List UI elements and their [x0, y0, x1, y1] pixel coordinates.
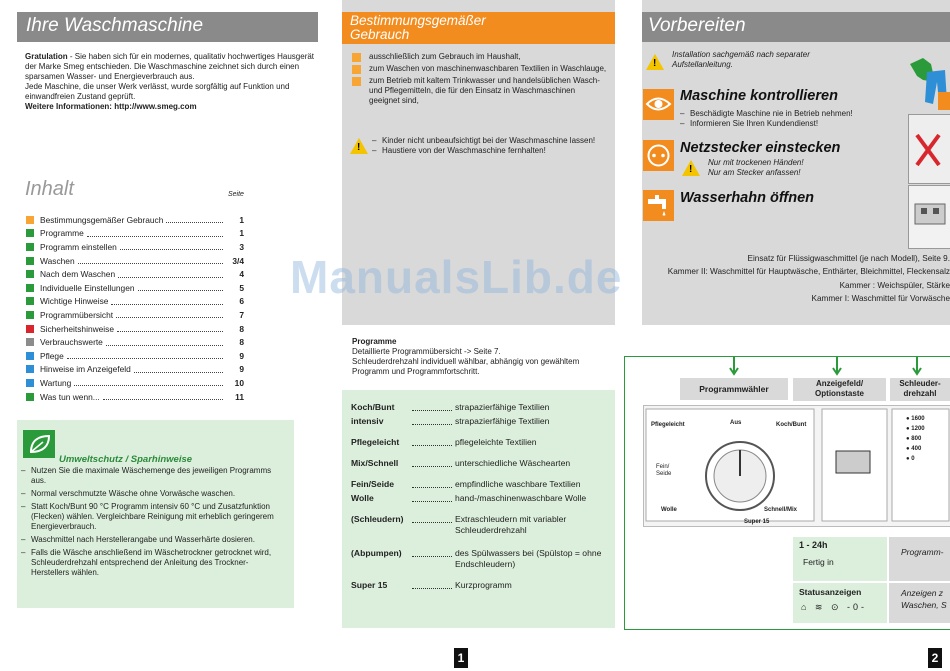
toc-item[interactable] [26, 390, 244, 404]
program-row [351, 402, 611, 413]
dial-fein: Fein/ Seide [656, 464, 672, 477]
toc-color-square [26, 229, 34, 237]
toc-dots [166, 216, 223, 223]
dial-super: Super 15 [744, 519, 770, 525]
toc-dots [118, 271, 223, 278]
program-name: Super 15 [351, 580, 388, 590]
intro-text: - Sie haben sich für ein modernes, qualitativ hochwertiges Hausgerät der Marke Smeg entschieden. Die Waschmaschine zeichnet sich durch einen sparsamen Wasser- und Energieverbrauch aus. [25, 52, 315, 81]
eco-item: – Nutzen Sie die maximale Wäschemenge des jeweiligen Programms aus. [21, 466, 283, 486]
program-desc: Kurzprogramm [455, 580, 512, 590]
toc-page: 9 [239, 350, 244, 361]
toc-page: 8 [239, 337, 244, 348]
inspect-icon [643, 89, 674, 120]
table-of-contents [26, 213, 244, 403]
toc-label: Nach dem Waschen [40, 269, 116, 280]
toc-dots [78, 257, 223, 264]
toc-item[interactable] [26, 240, 244, 254]
programs-sub2: Schleuderdrehzahl individuell wählbar, abhängig von gewähltem Programm und Programmfortschritt. [352, 357, 580, 376]
usage-bullet [352, 64, 607, 74]
program-name: Fein/Seide [351, 479, 394, 489]
toc-label: Programmübersicht [40, 309, 114, 320]
bullet-square [352, 65, 361, 74]
dial-wolle: Wolle [661, 507, 677, 513]
programs-sub1: Detaillierte Programmübersicht -> Seite 7. [352, 347, 501, 356]
step2-item: Nur mit trockenen Händen! [708, 158, 804, 167]
program-desc: unterschiedliche Wäschearten [455, 458, 571, 468]
step1-item: – Beschädigte Maschine nie in Betrieb nehmen! [680, 109, 853, 118]
time-label: Fertig in [803, 557, 834, 567]
programs-intro [352, 337, 612, 377]
more-info: Weitere Informationen: http://www.smeg.com [25, 102, 197, 111]
program-name: intensiv [351, 416, 384, 426]
toc-label: Bestimmungsgemäßer Gebrauch [40, 214, 164, 225]
toc-dots [120, 243, 223, 250]
program-dots [412, 402, 452, 411]
speed-value: 800 [911, 436, 922, 442]
machine-check-image [908, 114, 950, 184]
program-row [351, 458, 611, 469]
program-name: Mix/Schnell [351, 458, 399, 468]
program-dots [412, 493, 452, 502]
toc-page: 1 [239, 214, 244, 225]
program-dots [412, 548, 452, 557]
clothes-icon [905, 52, 950, 112]
toc-color-square [26, 216, 34, 224]
usage-warning-text: Kinder nicht unbeaufsichtigt bei der Waschmaschine lassen! [382, 136, 596, 145]
usage-bullet [352, 52, 607, 62]
eco-item-text: Waschmittel nach Herstellerangabe und Wasserhärte dosieren. [31, 535, 255, 544]
plug-icon [643, 140, 674, 171]
eco-item-text: Normal verschmutzte Wäsche ohne Vorwäsche waschen. [31, 489, 236, 498]
toc-dots [67, 352, 223, 359]
toc-dots [103, 393, 223, 400]
toc-item[interactable] [26, 295, 244, 309]
eco-list [21, 466, 283, 581]
toc-label: Verbrauchswerte [40, 337, 103, 348]
toc-color-square [26, 338, 34, 346]
panel-label-1: Anzeigefeld/ Optionstaste [815, 379, 864, 398]
program-desc: strapazierfähige Textilien [455, 416, 550, 426]
step1-item: – Informieren Sie Ihren Kundendienst! [680, 119, 819, 128]
eco-box [17, 420, 294, 608]
toc-color-square [26, 270, 34, 278]
eco-item: – Normal verschmutzte Wäsche ohne Vorwäsche waschen. [21, 489, 236, 498]
status-icons: ⌂ ≋ ⊙ -0- [801, 602, 868, 612]
toc-dots [138, 284, 223, 291]
program-dots [412, 479, 452, 488]
eco-item-text: Nutzen Sie die maximale Wäschemenge des jeweiligen Programms aus. [31, 466, 272, 485]
detergent-item: Einsatz für Flüssigwaschmittel (je nach Modell), Seite 9. [747, 254, 950, 263]
page-number-1-text: 1 [457, 651, 465, 665]
toc-page: 10 [234, 377, 244, 388]
program-desc: Extraschleudern mit variabler Schleuderdrehzahl [455, 514, 567, 535]
program-dots [412, 514, 452, 523]
program-dots [412, 416, 452, 425]
toc-dots [134, 366, 223, 373]
step1-item-text: Beschädigte Maschine nie in Betrieb nehmen! [690, 109, 853, 118]
toc-page: 5 [239, 282, 244, 293]
step1-item-text: Informieren Sie Ihren Kundendienst! [690, 119, 819, 128]
eco-item-text: Falls die Wäsche anschließend im Wäschetrockner getrocknet wird, Schleuderdrehzahl entsprechend der Anleitung des Trockner-Herstellers wählen. [31, 548, 272, 577]
toc-dots [106, 339, 223, 346]
eco-item: – Waschmittel nach Herstellerangabe und Wasserhärte dosieren. [21, 535, 255, 544]
toc-color-square [26, 311, 34, 319]
usage-bullet [352, 76, 607, 106]
dial-kochbunt: Koch/Bunt [776, 422, 807, 428]
panel-label-0: Programmwähler [699, 384, 769, 394]
toc-color-square [26, 325, 34, 333]
page-title: Ihre Waschmaschine [26, 15, 204, 36]
toc-label: Hinweise im Anzeigefeld [40, 364, 131, 375]
toc-item[interactable] [26, 349, 244, 363]
page-number-1 [454, 648, 468, 668]
toc-dots [87, 230, 223, 237]
toc-label: Programme [40, 228, 84, 239]
toc-label: Sicherheitshinweise [40, 323, 115, 334]
toc-page: 6 [239, 296, 244, 307]
toc-color-square [26, 352, 34, 360]
toc-page: 9 [239, 364, 244, 375]
leaf-icon [23, 430, 55, 458]
tap-icon [643, 190, 674, 221]
usage-header [342, 12, 615, 44]
toc-color-square [26, 284, 34, 292]
program-row [351, 437, 611, 448]
time-value: 1 - 24h [799, 540, 828, 550]
toc-dots [111, 298, 223, 305]
warning-icon-plug: ! [682, 160, 700, 176]
speed-value: 0 [911, 456, 915, 462]
detergent-item: Kammer : Weichspüler, Stärke [839, 280, 950, 290]
toc-page: 11 [235, 391, 244, 402]
toc-label: Waschen [40, 255, 75, 266]
program-name: (Schleudern) [351, 514, 404, 524]
bullet-square [352, 77, 361, 86]
page-number-2-text: 2 [931, 651, 939, 665]
bullet-square [352, 53, 361, 62]
intro-bold: Gratulation [25, 52, 68, 61]
toc-label: Wichtige Hinweise [40, 296, 109, 307]
toc-page: 7 [239, 309, 244, 320]
eco-item-text: Statt Koch/Bunt 90 °C Programm intensiv 60 °C und Zusatzfunktion (Flecken) wählen. Vergleichbare Reinigung mit erheblich geringerem Energieverbrauch. [31, 502, 274, 531]
toc-item[interactable] [26, 267, 244, 281]
usage-warning: – Kinder nicht unbeaufsichtigt bei der Waschmaschine lassen! [372, 136, 596, 145]
usage-bullet-text: ausschließlich zum Gebrauch im Haushalt, [369, 52, 521, 61]
program-name: Wolle [351, 493, 374, 503]
left-header [17, 12, 318, 42]
status-desc: Anzeigen z Waschen, S [901, 588, 947, 610]
warning-icon-install: ! [646, 54, 664, 70]
toc-label: Programm einstellen [40, 241, 117, 252]
control-panel-image [643, 405, 950, 527]
speed-value: 1600 [911, 416, 925, 422]
watermark: ManualsLib.de [290, 251, 623, 303]
drawer-image [908, 185, 950, 249]
programs-list [351, 402, 611, 594]
program-row [351, 580, 611, 591]
step2-item: Nur am Stecker anfassen! [708, 168, 801, 177]
toc-item[interactable] [26, 322, 244, 336]
panel-label-2: Schleuder-drehzahl [899, 379, 941, 398]
toc-item[interactable] [26, 254, 244, 268]
program-row [351, 548, 611, 570]
toc-color-square [26, 393, 34, 401]
toc-page: 1 [239, 228, 244, 239]
step3-title: Wasserhahn öffnen [680, 190, 815, 206]
toc-label: Pflege [40, 350, 64, 361]
toc-dots [117, 325, 223, 332]
program-row [351, 416, 611, 427]
usage-warning-text: Haustiere von der Waschmaschine fernhalten! [382, 146, 546, 155]
program-name: Koch/Bunt [351, 402, 395, 412]
usage-bullet-text: zum Betrieb mit kaltem Trinkwasser und handelsüblichen Wasch- und Pflegemitteln, die für den Einsatz in Waschmaschinen geeignet sind, [369, 76, 600, 105]
status-label: Statusanzeigen [799, 587, 862, 597]
intro-text-2: Jede Maschine, die unser Werk verlässt, wurde sorgfältig auf Funktion und einwandfreien Zustand geprüft. [25, 82, 290, 101]
toc-label: Wartung [40, 377, 72, 388]
toc-page: 3 [239, 241, 244, 252]
step1-list [680, 109, 900, 129]
toc-page: 3/4 [232, 255, 244, 266]
usage-title: Bestimmungsgemäßer Gebrauch [350, 13, 486, 42]
program-desc: hand-/maschinenwaschbare Wolle [455, 493, 587, 503]
program-row [351, 493, 611, 504]
prepare-header [642, 12, 950, 42]
toc-label: Individuelle Einstellungen [40, 282, 135, 293]
toc-item[interactable] [26, 363, 244, 377]
eco-title: Umweltschutz / Sparhinweise [59, 454, 193, 465]
program-row [351, 479, 611, 490]
usage-bullet-text: zum Waschen von maschinenwaschbaren Textilien in Waschlauge, [369, 64, 607, 73]
toc-color-square [26, 257, 34, 265]
step2-title: Netzstecker einstecken [680, 140, 841, 156]
time-row [793, 537, 950, 581]
contents-title: Inhalt [25, 178, 74, 200]
usage-bullets [352, 52, 607, 108]
step1-title: Maschine kontrollieren [680, 88, 838, 104]
toc-page: 4 [239, 269, 244, 280]
toc-color-square [26, 379, 34, 387]
speed-option[interactable]: ● 1600 [906, 416, 925, 422]
intro-paragraph [25, 52, 315, 112]
panel-label-schleuder [890, 378, 950, 401]
toc-color-square [26, 365, 34, 373]
dial-aus: Aus [730, 420, 742, 426]
program-dots [412, 580, 452, 589]
detergent-item: Kammer II: Waschmittel für Hauptwäsche, Enthärter, Bleichmittel, Fleckensalz [667, 267, 950, 277]
prepare-title: Vorbereiten [648, 15, 746, 36]
toc-item[interactable] [26, 335, 244, 349]
eco-item: – Statt Koch/Bunt 90 °C Programm intensiv 60 °C und Zusatzfunktion (Flecken) wählen. Vergleichbare Reinigung mit erheblich geringerem Energieverbrauch. [21, 502, 283, 532]
detergent-item: Kammer I: Waschmittel für Vorwäsche [811, 294, 950, 304]
toc-item[interactable] [26, 227, 244, 241]
toc-dots [74, 379, 223, 386]
program-name: Pflegeleicht [351, 437, 400, 447]
program-dots [412, 437, 452, 446]
toc-color-square [26, 297, 34, 305]
speed-option[interactable]: ● 0 [906, 456, 915, 462]
toc-page: 8 [239, 323, 244, 334]
toc-dots [116, 311, 223, 318]
program-desc: empfindliche waschbare Textilien [455, 479, 581, 489]
toc-item[interactable] [26, 281, 244, 295]
speed-value: 1200 [911, 426, 925, 432]
toc-color-square [26, 243, 34, 251]
panel-label-anzeige [793, 378, 886, 401]
install-note-text: Installation sachgemäß nach separater Aufstellanleitung. [672, 50, 810, 69]
panel-arrows [724, 356, 950, 378]
eco-item: – Falls die Wäsche anschließend im Wäschetrockner getrocknet wird, Schleuderdrehzahl entsprechend der Anleitung des Trockner-Herstellers wählen. [21, 548, 283, 578]
dial-pflegeleicht: Pflegeleicht [651, 422, 685, 428]
speed-option[interactable]: ● 400 [906, 446, 922, 452]
program-desc: strapazierfähige Textilien [455, 402, 550, 412]
speed-option[interactable]: ● 1200 [906, 426, 925, 432]
speed-option[interactable]: ● 800 [906, 436, 922, 442]
contents-page-label: Seite [228, 191, 244, 198]
program-desc: pflegeleichte Textilien [455, 437, 537, 447]
panel-label-programmwahler [680, 378, 788, 400]
speed-list [906, 414, 925, 464]
detergent-list [650, 252, 950, 306]
usage-warning: – Haustiere von der Waschmaschine fernhalten! [372, 146, 546, 155]
program-dots [412, 458, 452, 467]
speed-value: 400 [911, 446, 922, 452]
programs-heading: Programme [352, 337, 397, 346]
toc-item[interactable] [26, 308, 244, 322]
program-name: (Abpumpen) [351, 548, 402, 558]
warning-icon: ! [350, 138, 368, 154]
time-desc: Programm- [901, 547, 944, 557]
dial-mix: Schnell/Mix [764, 507, 798, 513]
program-row [351, 514, 611, 536]
toc-item[interactable] [26, 376, 244, 390]
program-desc: des Spülwassers bei (Spülstop = ohne Endschleudern) [455, 548, 602, 569]
status-row [793, 583, 950, 623]
toc-item[interactable] [26, 213, 244, 227]
toc-label: Was tun wenn... [40, 391, 100, 402]
page-number-2 [928, 648, 942, 668]
